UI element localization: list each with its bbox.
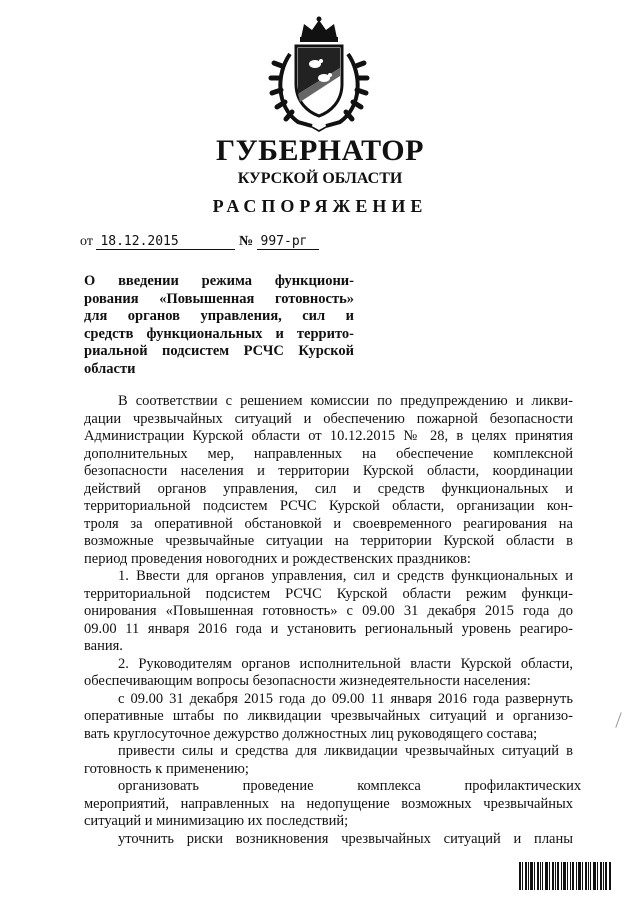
margin-mark [615, 712, 621, 727]
body-line: 2. Руководителям органов исполнительной власти Курской области, [118, 655, 573, 672]
body-line: дополнительных мер, направленных на обеспечение комплексной [84, 445, 573, 462]
body-line: обеспечивающим вопросы безопасности жизнедеятельности населения: [84, 673, 531, 689]
document-number: 997-рг [257, 235, 319, 250]
body-line: В соответствии с решением комиссии по предупреждению и ликви- [118, 393, 573, 409]
governor-title: ГУБЕРНАТОР [216, 134, 424, 167]
body-line: готовность к применению; [84, 760, 249, 777]
body-line: период проведения новогодних и рождественских праздников: [84, 550, 471, 567]
body-line: организовать проведение комплекса профилактических [118, 778, 582, 794]
subject-line: рования «Повышенная готовность» [84, 290, 354, 307]
body-line: вать круглосуточное дежурство должностных лиц руководящего состава; [84, 725, 538, 742]
body-line: Администрации Курской области от 10.12.2015 № 28, в целях принятия [84, 428, 573, 444]
number-prefix: № [238, 234, 254, 249]
subject-line: области [84, 360, 136, 377]
body-line: мероприятий, направленных на недопущение возможных чрезвычайных [84, 795, 573, 812]
date-prefix: от [80, 234, 93, 249]
body-line: уточнить риски возникновения чрезвычайных ситуаций и планы [118, 830, 573, 847]
body-line: возможные чрезвычайные ситуации на территории Курской области в [84, 533, 573, 549]
body-line: действий органов управления, сил и средств функциональных и [84, 480, 573, 497]
body-line: онирования «Повышенная готовность» с 09.00 31 декабря 2015 года до [84, 603, 573, 619]
body-line: 1. Ввести для органов управления, сил и средств функциональных и [118, 568, 573, 584]
subject-line: для органов управления, сил и [84, 308, 354, 324]
body-line: 09.00 11 января 2016 года и установить региональный уровень реагиро- [84, 620, 573, 637]
document-type: РАСПОРЯЖЕНИЕ [212, 196, 428, 216]
body-line: вания. [84, 638, 123, 654]
document-body [84, 393, 582, 848]
subject-line: О введении режима функциони- [84, 273, 354, 289]
body-line: оперативные штабы по ликвидации чрезвычайных ситуаций и организо- [84, 708, 573, 724]
barcode-icon [519, 862, 611, 890]
body-line: с 09.00 31 декабря 2015 года до 09.00 11 января 2016 года развернуть [118, 690, 573, 707]
body-line: привести силы и средства для ликвидации чрезвычайных ситуаций в [118, 743, 573, 759]
body-line: ситуаций и минимизацию их последствий; [84, 813, 349, 829]
body-line: территориальной подсистем РСЧС Курской области, организации кон- [84, 498, 573, 514]
kursk-coat-of-arms-icon [268, 14, 370, 132]
body-line: территориальной подсистем РСЧС Курской области режим функци- [84, 585, 573, 602]
document-subject [84, 273, 354, 378]
body-line: троля за оперативной обстановкой и своевременного реагирования на [84, 515, 573, 532]
subject-line: риальной подсистем РСЧС Курской [84, 343, 354, 359]
registration-line [80, 234, 319, 250]
body-line: дации чрезвычайных ситуаций и обеспечению пожарной безопасности [84, 410, 573, 427]
document-date: 18.12.2015 [96, 235, 235, 250]
subject-line: средств функциональных и террито- [84, 325, 354, 342]
region-name: КУРСКОЙ ОБЛАСТИ [237, 170, 403, 187]
body-line: безопасности населения и территории Курской области, координации [84, 463, 573, 479]
